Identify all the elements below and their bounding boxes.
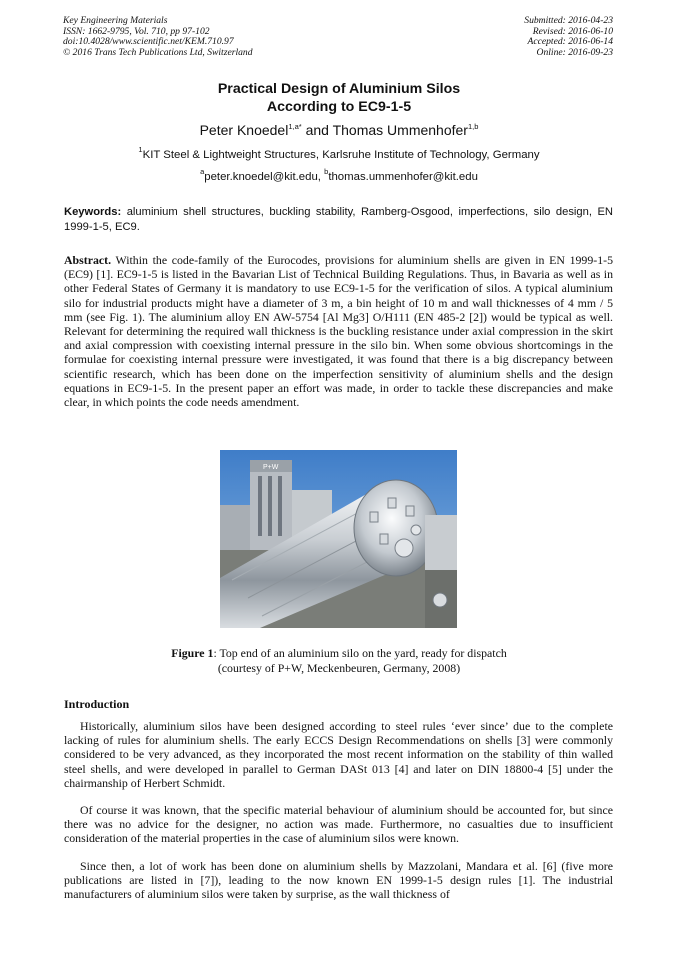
email-b-superscript: b: [324, 167, 329, 176]
abstract: [64, 253, 613, 409]
caption-line-1: [0, 646, 678, 661]
affiliation: [0, 145, 678, 162]
date-submitted: Submitted: 2016-04-23: [524, 15, 613, 26]
title-line-1: Practical Design of Aluminium Silos: [217, 81, 461, 97]
journal-doi: doi:10.4028/www.scientific.net/KEM.710.97: [63, 36, 234, 48]
author-separator: and: [301, 122, 333, 138]
date-revised: Revised: 2016-06-10: [532, 25, 613, 37]
email-a-superscript: a: [200, 167, 205, 176]
intro-paragraph-1-text: Historically, aluminium silos have been designed according to steel rules ‘ever since’ due to the complete lacking of rules for aluminium shells. The early ECCS Design Recommendations on shells [3] were commonly considered to be very advanced, as they incorporated the most recent information on the stability of thin walled steel shells, and were developed in parallel to German DASt 013 [4] and later on DIN 18800-4 [5] under the chairmanship of Herbert Schmidt.: [64, 719, 613, 790]
abstract-label: Abstract.: [64, 253, 112, 267]
affiliation-text: KIT Steel & Lightweight Structures, Karlsruhe Institute of Technology, Germany: [142, 149, 540, 161]
author-list: [0, 122, 678, 139]
intro-paragraph-1: [64, 719, 613, 790]
caption-text-1: : Top end of an aluminium silo on the yard, ready for dispatch: [213, 646, 507, 660]
section-heading-introduction: Introduction: [64, 697, 130, 711]
title-line-2: According to EC9-1-5: [266, 98, 412, 115]
author-2-superscript: 1,b: [467, 122, 479, 131]
figure-caption: [0, 646, 678, 676]
caption-line-2: (courtesy of P+W, Meckenbeuren, Germany, 2008): [217, 661, 461, 675]
email-separator: ,: [317, 171, 325, 183]
intro-paragraph-2-text: Of course it was known, that the specific material behaviour of aluminium should be accounted for, but since there was no advice for the designer, no action was made. Furthermore, no casualties due to insufficient consideration of the material properties in the case of aluminium silos were known.: [64, 803, 613, 846]
author-1: Peter Knoedel: [199, 122, 289, 138]
figure-label: Figure 1: [171, 646, 214, 660]
journal-issn: ISSN: 1662-9795, Vol. 710, pp 97-102: [63, 25, 210, 37]
date-accepted: Accepted: 2016-06-14: [527, 36, 613, 48]
building-sign: P+W: [263, 464, 279, 471]
affiliation-superscript: 1: [138, 145, 143, 154]
journal-name: Key Engineering Materials: [63, 15, 168, 26]
abstract-text: Within the code-family of the Eurocodes, provisions for aluminium shells are given in EN 1999-1-5 (EC9) [1]. EC9-1-5 is listed in the Bavarian List of Technical Building Regulations. Thus, in Bavaria as well as in other Federal States of Germany it is mandatory to use EC9-1-5 for the verification of silos. A typical aluminium silo for industrial products might have a diameter of 3 m, a bin height of 10 m and wall thicknesses of 4 mm / 5 mm (see Fig. 1). The aluminium alloy EN AW-5754 [Al Mg3] O/H111 (EN 485-2 [2]) would be typical as well. Relevant for determining the required wall thickness is the buckling resistance under axial compression in the skirt and axial compression with coexisting internal pressure in the silo bin. When some obvious shortcomings in the formulae for coexisting internal pressure were investigated, it was found that there is a big discrepancy between scientific research, which has been done on the imperfection sensitivity of aluminium shells and the design equations in EC9-1-5. In the present paper an effort was made, in order to tackle these discrepancies and make clear, in which points the code needs amendment.: [64, 253, 613, 410]
intro-paragraph-3: [64, 859, 613, 902]
dates-header: [524, 16, 613, 58]
journal-header: [63, 16, 253, 58]
author-emails: [0, 167, 678, 184]
keywords-label: Keywords:: [64, 206, 122, 218]
journal-copyright: © 2016 Trans Tech Publications Ltd, Switzerland: [63, 46, 253, 58]
intro-paragraph-3-text: Since then, a lot of work has been done on aluminium shells by Mazzolani, Mandara et al. [6] (five more publications are listed in [7]), leading to the now known EN 1999-1-5 design rules [1]. The industrial manufacturers of aluminium silos were taken by surprise, as the wall thickness of: [64, 859, 613, 902]
email-b[interactable]: thomas.ummenhofer@kit.edu: [328, 171, 478, 183]
intro-paragraph-2: [64, 803, 613, 846]
email-a[interactable]: peter.knoedel@kit.edu: [204, 171, 318, 183]
paper-title: [0, 81, 678, 116]
date-online: Online: 2016-09-23: [536, 46, 613, 58]
author-1-superscript: 1,a*: [288, 122, 302, 131]
keywords-text: aluminium shell structures, buckling stability, Ramberg-Osgood, imperfections, silo design, EN 1999-1-5, EC9.: [64, 206, 613, 233]
author-2: Thomas Ummenhofer: [332, 122, 468, 138]
silo-photo: [220, 450, 457, 628]
keywords: [64, 205, 613, 235]
